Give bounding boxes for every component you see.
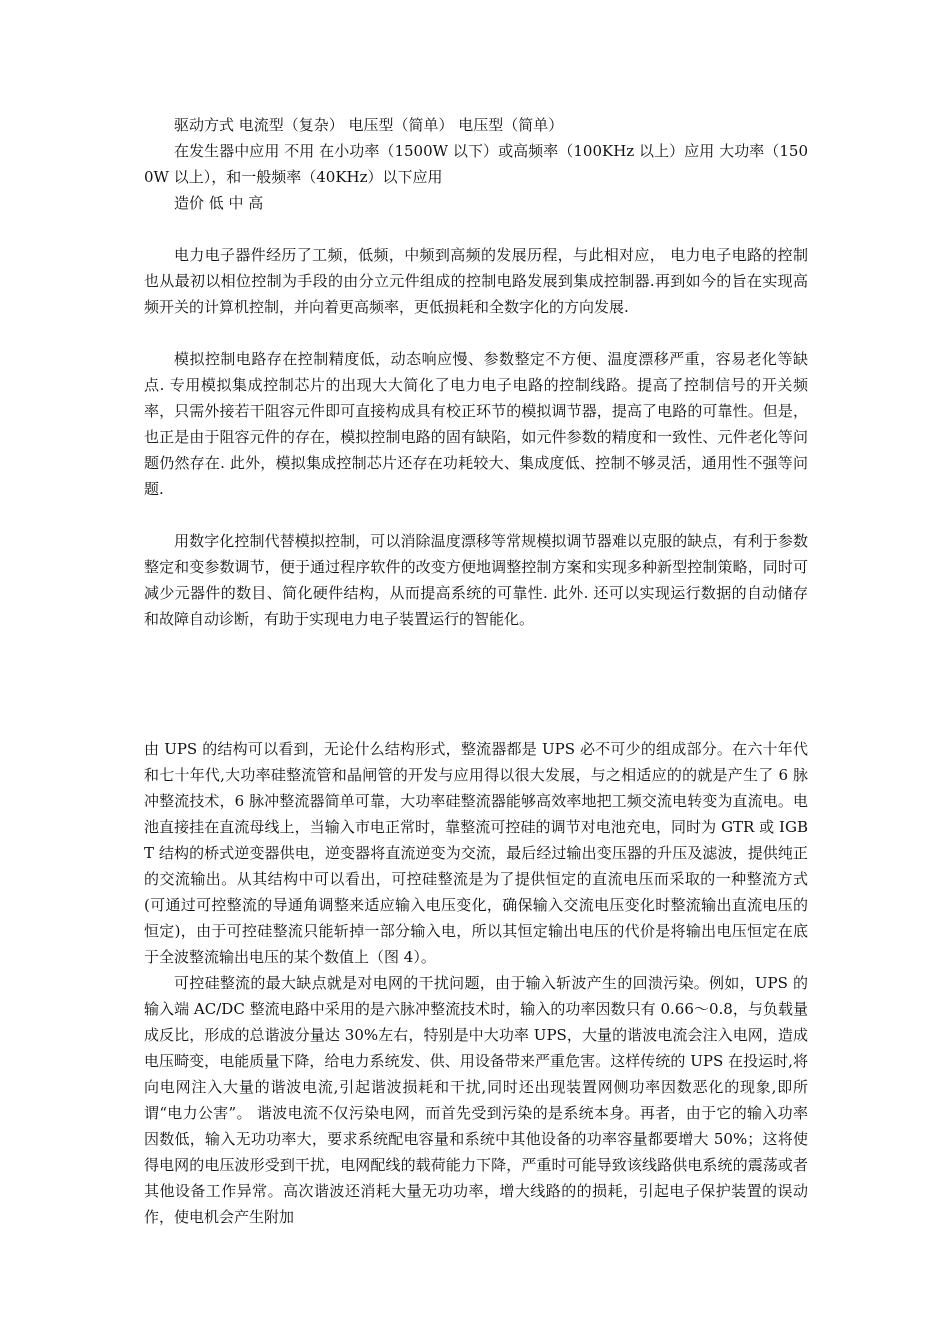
paragraph-gap [144,216,808,242]
paragraph-device-history: 电力电子器件经历了工频，低频，中频到高频的发展历程，与此相对应， 电力电子电路的控制也从最初以相位控制为手段的由分立元件组成的控制电路发展到集成控制器.再到如今的旨在实现高频开关的计算机控制，并向着更高频率，更低损耗和全数字化的方向发展. [144,246,808,316]
paragraph-gap [144,320,808,346]
paragraph-analog-control: 模拟控制电路存在控制精度低，动态响应慢、参数整定不方便、温度漂移严重，容易老化等缺点. 专用模拟集成控制芯片的出现大大简化了电力电子电路的控制线路。提高了控制信号的开关频率，只需外接若干阻容元件即可直接构成具有校正环节的模拟调节器，提高了电路的可靠性。但是，也正是由于阻容元件的存在，模拟控制电路的固有缺陷，如元件参数的精度和一致性、元件老化等问题仍然存在. 此外，模拟集成控制芯片还存在功耗较大、集成度低、控制不够灵活，通用性不强等问题. [144,350,808,498]
document-page [144,112,808,1230]
table-row-cost: 造价 低 中 高 [174,194,264,212]
paragraph-harmonics: 可控硅整流的最大缺点就是对电网的干扰问题，由于输入斩波产生的回溃污染。例如，UPS 的输入端 AC/DC 整流电路中采用的是六脉冲整流技术时，输入的功率因数只有 0.66～0.8，与负载量成反比，形成的总谐波分量达 30%左右，特别是中大功率 UPS，大量的谐波电流会注入电网，造成电压畸变，电能质量下降，给电力系统发、供、用设备带来严重危害。这样传统的 UPS 在投运时,将向电网注入大量的谐波电流,引起谐波损耗和干扰,同时还出现装置网侧功率因数恶化的现象,即所谓“电力公害”。 谐波电流不仅污染电网，而首先受到污染的是系统本身。再者，由于它的输入功率因数低，输入无功功率大，要求系统配电容量和系统中其他设备的功率容量都要增大 50%；这将使得电网的电压波形受到干扰，电网配线的载荷能力下降，严重时可能导致该线路供电系统的震荡或者其他设备工作异常。高次谐波还消耗大量无功功率，增大线路的的损耗，引起电子保护装置的误动作，使电机会产生附加 [144,974,808,1226]
paragraph-ups-structure: 由 UPS 的结构可以看到，无论什么结构形式，整流器都是 UPS 必不可少的组成部分。在六十年代和七十年代,大功率硅整流管和晶闸管的开发与应用得以很大发展，与之相适应的的就是产生了 6 脉冲整流技术，6 脉冲整流器简单可靠，大功率硅整流器能够高效率地把工频交流电转变为直流电。电池直接挂在直流母线上，当输入市电正常时，靠整流可控硅的调节对电池充电，同时为 GTR 或 IGBT 结构的桥式逆变器供电，逆变器将直流逆变为交流，最后经过输出变压器的升压及滤波，提供纯正的交流输出。从其结构中可以看出，可控硅整流是为了提供恒定的直流电压而采取的一种整流方式(可通过可控整流的导通角调整来适应输入电压变化，确保输入交流电压变化时整流输出直流电压的恒定)，由于可控硅整流只能斩掉一部分输入电，所以其恒定输出电压的代价是将输出电压恒定在底于全波整流输出电压的某个数值上（图 4）。 [144,740,808,966]
table-row-generator-application: 在发生器中应用 不用 在小功率（1500W 以下）或高频率（100KHz 以上）应用 大功率（1500W 以上），和一般频率（40KHz）以下应用 [144,142,808,186]
table-row-drive-method: 驱动方式 电流型（复杂） 电压型（简单） 电压型（简单） [174,116,564,134]
paragraph-digital-control: 用数字化控制代替模拟控制，可以消除温度漂移等常规模拟调节器难以克服的缺点，有利于参数整定和变参数调节，便于通过程序软件的改变方便地调整控制方案和实现多种新型控制策略，同时可减少元器件的数目、简化硬件结构，从而提高系统的可靠性. 此外. 还可以实现运行数据的自动储存和故障自动诊断，有助于实现电力电子装置运行的智能化。 [144,532,808,628]
section-gap [144,632,808,736]
paragraph-gap [144,502,808,528]
